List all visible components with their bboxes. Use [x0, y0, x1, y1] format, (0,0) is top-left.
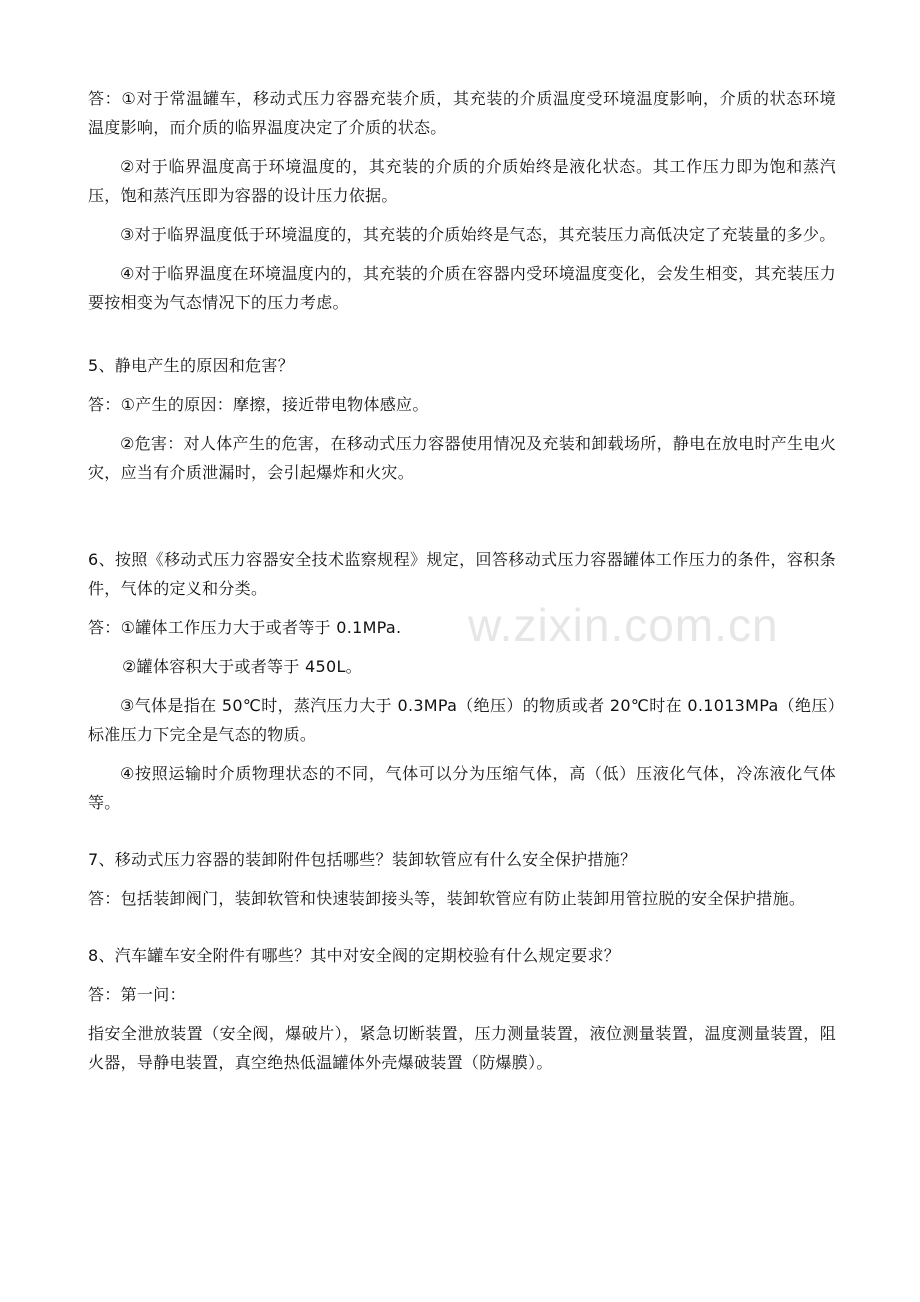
answer-4-point-4: ④对于临界温度在环境温度内的，其充装的介质在容器内受环境温度变化，会发生相变，其充装压力要按相变为气态情况下的压力考虑。: [88, 264, 836, 312]
answer-4-point-3: ③对于临界温度低于环境温度的，其充装的介质始终是气态，其充装压力高低决定了充装量的多少。: [120, 225, 836, 244]
question-7: 7、移动式压力容器的装卸附件包括哪些？装卸软管应有什么安全保护措施？: [88, 850, 637, 869]
answer-7: 答：包括装卸阀门，装卸软管和快速装卸接头等，装卸软管应有防止装卸用管拉脱的安全保护措施。: [88, 889, 806, 908]
question-8: 8、汽车罐车安全附件有哪些？其中对安全阀的定期校验有什么规定要求？: [88, 946, 621, 965]
question-6: 6、按照《移动式压力容器安全技术监察规程》规定，回答移动式压力容器罐体工作压力的条件，容积条件，气体的定义和分类。: [88, 550, 836, 598]
watermark: w.zixin.com.cn: [468, 599, 779, 651]
document-body: [88, 84, 836, 1087]
answer-6-point-4: ④按照运输时介质物理状态的不同，气体可以分为压缩气体，高（低）压液化气体，冷冻液化气体等。: [88, 764, 836, 812]
answer-5-point-1: 答：①产生的原因：摩擦，接近带电物体感应。: [88, 395, 429, 414]
question-5: 5、静电产生的原因和危害？: [88, 356, 295, 375]
answer-4-point-2: ②对于临界温度高于环境温度的，其充装的介质的介质始终是液化状态。其工作压力即为饱和蒸汽压，饱和蒸汽压即为容器的设计压力依据。: [88, 157, 836, 205]
answer-6-point-2: ②罐体容积大于或者等于 450L。: [122, 657, 362, 676]
answer-6-point-3: ③气体是指在 50℃时，蒸汽压力大于 0.3MPa（绝压）的物质或者 20℃时在 0.1013MPa（绝压）标准压力下完全是气态的物质。: [88, 696, 836, 744]
answer-5-point-2: ②危害：对人体产生的危害，在移动式压力容器使用情况及充装和卸载场所，静电在放电时产生电火灾，应当有介质泄漏时，会引起爆炸和火灾。: [88, 434, 836, 482]
answer-6-point-1: 答：①罐体工作压力大于或者等于 0.1MPa.: [88, 618, 402, 637]
answer-4-intro: 答：①对于常温罐车，移动式压力容器充装介质，其充装的介质温度受环境温度影响，介质的状态环境温度影响，而介质的临界温度决定了介质的状态。: [88, 89, 836, 137]
answer-8-part-1: 指安全泄放装置（安全阀，爆破片），紧急切断装置，压力测量装置，液位测量装置，温度测量装置，阻火器，导静电装置，真空绝热低温罐体外壳爆破装置（防爆膜）。: [88, 1024, 836, 1072]
answer-8-label: 答：第一问：: [88, 985, 186, 1004]
